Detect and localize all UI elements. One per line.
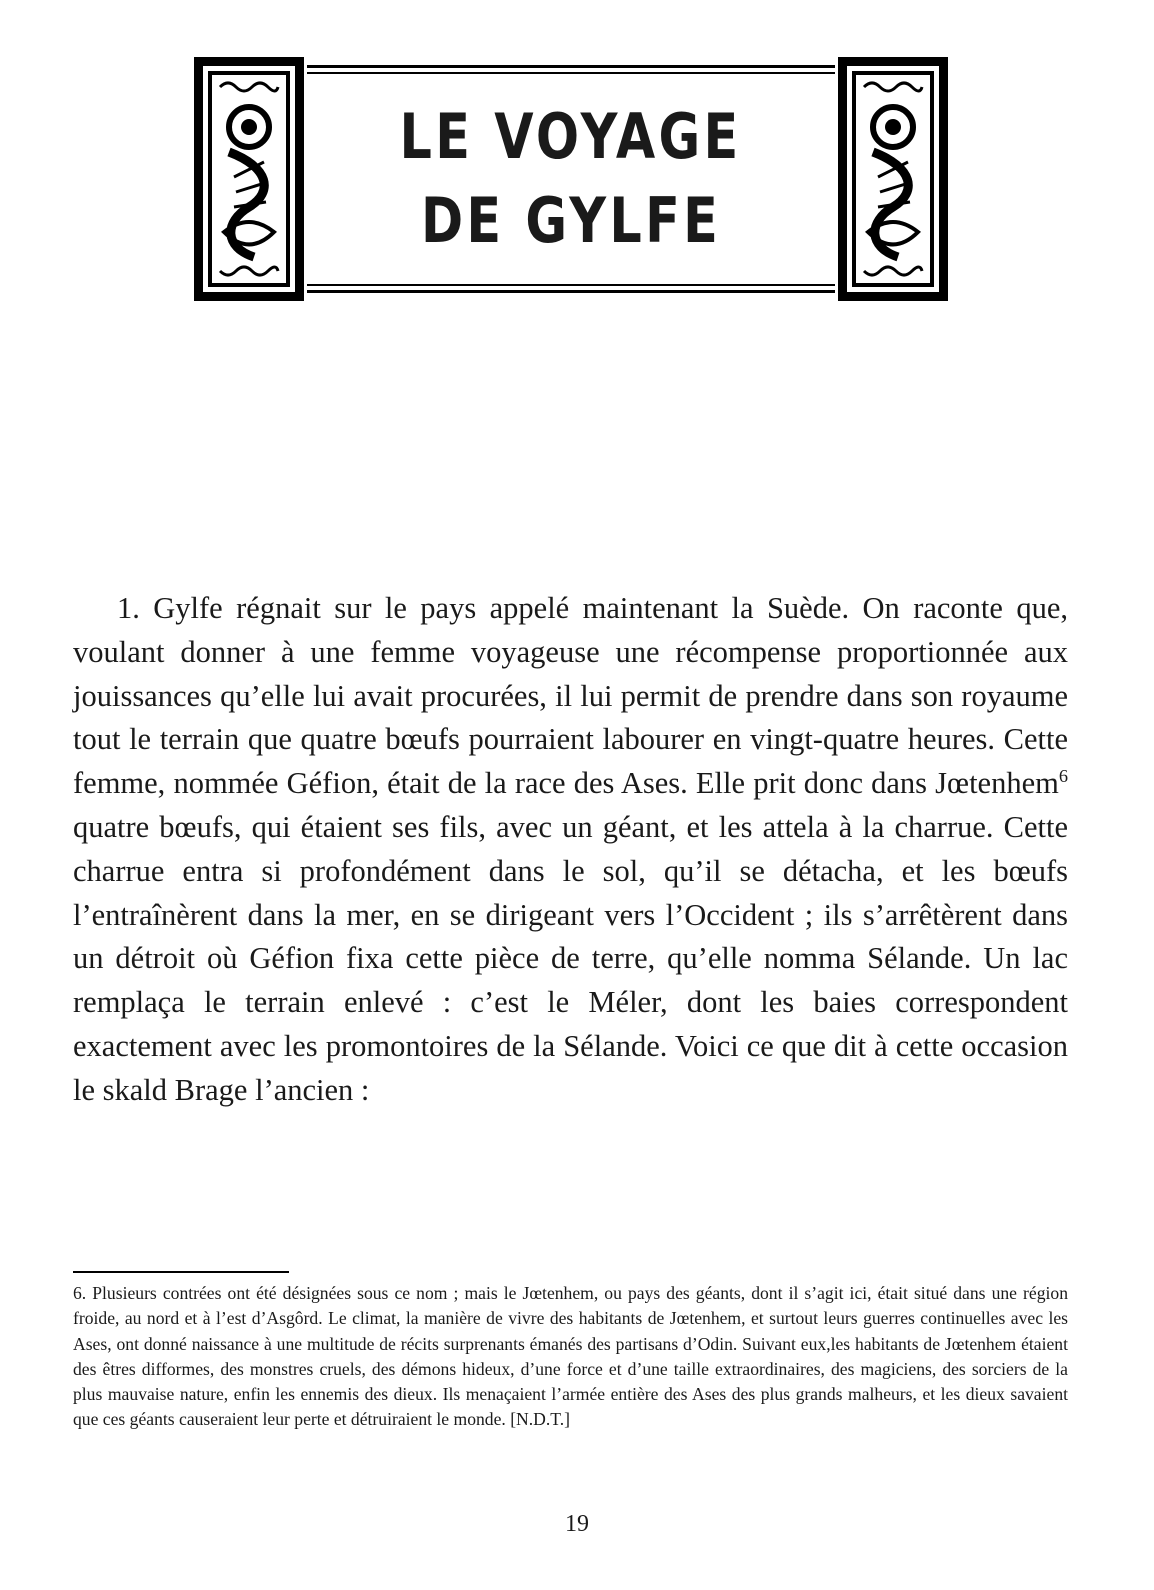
- norse-serpent-knot-icon: [194, 57, 304, 301]
- chapter-banner: [194, 57, 948, 301]
- chapter-title-line-1: LE VOYAGE: [400, 100, 742, 173]
- chapter-title-line-2: DE GYLFE: [420, 184, 722, 257]
- norse-serpent-knot-icon: [838, 57, 948, 301]
- footnote-reference[interactable]: 6: [1058, 766, 1068, 787]
- paragraph-text: 1. Gylfe régnait sur le pays appelé maintenant la Suède. On raconte que, voulant donner à une femme voyageuse une récompense proportionnée aux jouissances qu’elle lui avait procurées, il lui permit de prendre dans son royaume tout le terrain que quatre bœufs pourraient labourer en vingt-quatre heures. Cette femme, nommée Géfion, était de la race des Ases. Elle prit donc dans Jœtenhem: [73, 591, 1068, 801]
- footnote: 6. Plusieurs contrées ont été désignées sous ce nom ; mais le Jœtenhem, ou pays des géants, dont il s’agit ici, était situé dans une région froide, au nord et à l’est d’Asgôrd. Le climat, la manière de vivre des habitants de Jœtenhem, et surtout leurs guerres continuelles avec les Ases, ont donné naissance à une multitude de récits surprenants émanés des partisans d’Odin. Suivant eux,les habitants de Jœtenhem étaient des êtres difformes, des monstres cruels, des démons hideux, d’une force et d’une taille extraordinaires, des magiciens, des sorciers de la plus mauvaise nature, enfin les ennemis des dieux. Ils menaçaient l’armée entière des Ases des plus grands malheurs, et les dieux savaient que ces géants causeraient leur perte et détruiraient le monde. [N.D.T.]: [73, 1283, 1068, 1430]
- main-paragraph: [73, 587, 1068, 1113]
- chapter-title: [307, 65, 835, 293]
- paragraph-text-continued: quatre bœufs, qui étaient ses fils, avec un géant, et les attela à la charrue. Cette charrue entra si profondément dans le sol, qu’il se détacha, et les bœufs l’entraînèrent dans la mer, en se dirigeant vers l’Occident ; ils s’arrêtèrent dans un détroit où Géfion fixa cette pièce de terre, qu’elle nomma Sélande. Un lac remplaça le terrain enlevé : c’est le Méler, dont les baies correspondent exactement avec les promontoires de la Sélande. Voici ce que dit à cette occasion le skald Brage l’ancien :: [73, 809, 1068, 1107]
- footnote-divider: [73, 1271, 289, 1273]
- page-number: 19: [565, 1511, 589, 1537]
